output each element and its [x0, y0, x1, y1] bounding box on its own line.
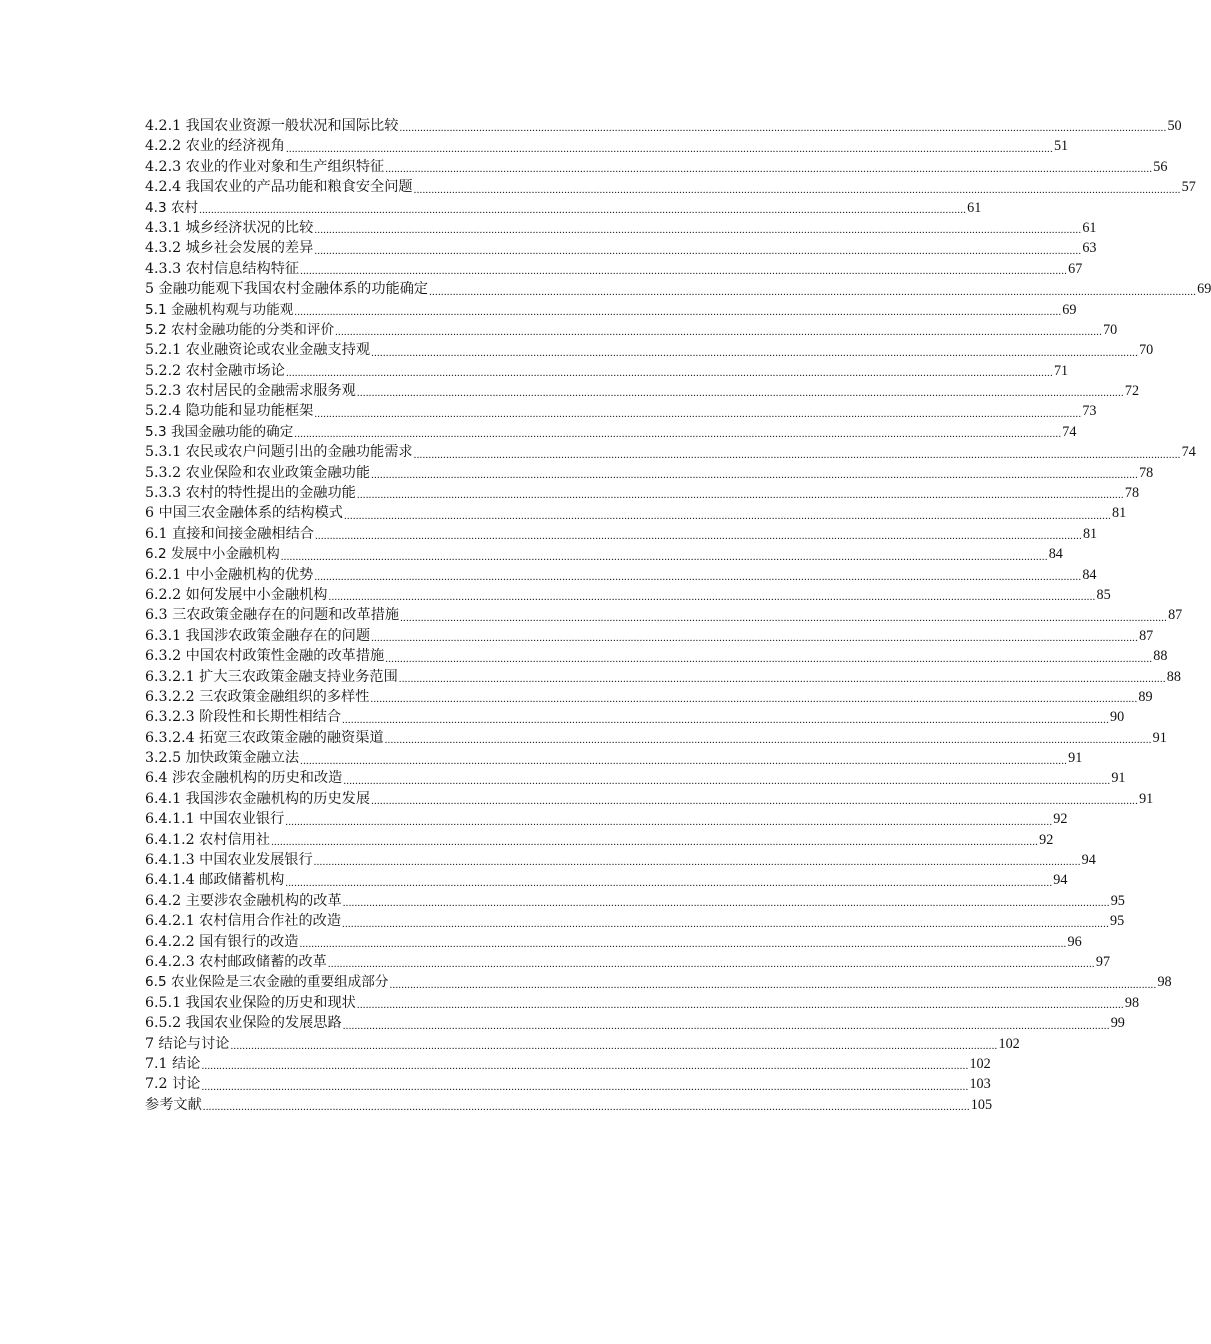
toc-entry-page-number: 70	[1139, 342, 1154, 359]
toc-entry-title: 5.2 农村金融功能的分类和评价	[145, 321, 335, 338]
toc-entry-page-number: 69	[1197, 281, 1211, 298]
toc-entry-title: 6.4.1 我国涉农金融机构的历史发展	[145, 790, 371, 807]
toc-entry[interactable]	[145, 259, 1083, 279]
toc-entry[interactable]	[145, 238, 1097, 258]
toc-entry-page-number: 73	[1082, 403, 1097, 420]
toc-entry[interactable]	[145, 1095, 993, 1115]
toc-entry-page-number: 51	[1053, 138, 1069, 155]
toc-entry-page-number: 87	[1168, 607, 1183, 624]
toc-dot-leader: ....................................................................................................................................................................................................................................................................	[398, 672, 1166, 685]
toc-entry-title: 5 金融功能观下我国农村金融体系的功能确定	[145, 281, 429, 298]
toc-dot-leader: ....................................................................................................................................................................................................................................................................	[371, 346, 1139, 359]
toc-entry[interactable]	[145, 300, 1077, 320]
toc-entry-title: 4.3.1 城乡经济状况的比较	[145, 219, 314, 236]
toc-entry-page-number: 67	[1068, 260, 1083, 277]
toc-entry-page-number: 95	[1110, 892, 1125, 909]
toc-entry-page-number: 87	[1139, 627, 1154, 644]
toc-entry[interactable]	[145, 116, 1182, 136]
table-of-contents	[145, 116, 1211, 1115]
toc-dot-leader: ....................................................................................................................................................................................................................................................................	[385, 652, 1153, 665]
toc-dot-leader: ....................................................................................................................................................................................................................................................................	[327, 958, 1095, 971]
toc-dot-leader: ....................................................................................................................................................................................................................................................................	[335, 326, 1103, 339]
toc-entry-title: 5.3.3 农村的特性提出的金融功能	[145, 485, 356, 502]
toc-entry-page-number: 103	[969, 1076, 991, 1093]
toc-entry-title: 6.3.2.4 拓宽三农政策金融的融资渠道	[145, 729, 384, 746]
toc-dot-leader: ....................................................................................................................................................................................................................................................................	[370, 693, 1138, 706]
toc-entry-title: 6.2.1 中小金融机构的优势	[145, 566, 314, 583]
toc-entry-page-number: 91	[1068, 750, 1083, 767]
toc-entry-page-number: 78	[1124, 485, 1140, 502]
toc-entry-title: 7.2 讨论	[145, 1076, 201, 1093]
toc-entry-page-number: 71	[1053, 362, 1069, 379]
toc-entry-title: 5.3.2 农业保险和农业政策金融功能	[145, 464, 371, 481]
toc-entry-title: 6.4.2 主要涉农金融机构的改革	[145, 892, 342, 909]
toc-dot-leader: ....................................................................................................................................................................................................................................................................	[356, 489, 1124, 502]
toc-dot-leader: ....................................................................................................................................................................................................................................................................	[294, 305, 1062, 318]
toc-entry-title: 6.3.2 中国农村政策性金融的改革措施	[145, 648, 385, 665]
toc-entry-page-number: 98	[1157, 974, 1172, 991]
toc-entry-page-number: 95	[1110, 913, 1125, 930]
toc-entry-title: 6.4.1.1 中国农业银行	[145, 811, 285, 828]
toc-entry-page-number: 96	[1067, 933, 1082, 950]
toc-dot-leader: ....................................................................................................................................................................................................................................................................	[230, 1039, 998, 1052]
toc-entry-page-number: 102	[998, 1035, 1020, 1052]
toc-entry-title: 6.5.1 我国农业保险的历史和现状	[145, 994, 356, 1011]
toc-entry-title: 6.4.2.3 农村邮政储蓄的改革	[145, 954, 327, 970]
toc-dot-leader: ....................................................................................................................................................................................................................................................................	[371, 469, 1139, 482]
toc-entry[interactable]	[145, 789, 1154, 809]
toc-dot-leader: ....................................................................................................................................................................................................................................................................	[201, 1060, 969, 1073]
toc-dot-leader: ....................................................................................................................................................................................................................................................................	[294, 428, 1062, 441]
toc-entry-title: 6.3 三农政策金融存在的问题和改革措施	[145, 607, 400, 624]
toc-dot-leader: ....................................................................................................................................................................................................................................................................	[356, 999, 1124, 1012]
toc-entry[interactable]	[145, 463, 1154, 483]
toc-dot-leader: ....................................................................................................................................................................................................................................................................	[371, 632, 1139, 645]
toc-entry[interactable]	[145, 218, 1097, 238]
toc-entry-page-number: 63	[1082, 240, 1097, 257]
toc-entry-title: 6.4.1.2 农村信用社	[145, 831, 271, 848]
toc-entry-page-number: 84	[1048, 546, 1063, 563]
toc-entry-page-number: 89	[1138, 688, 1153, 705]
toc-dot-leader: ....................................................................................................................................................................................................................................................................	[202, 1101, 970, 1114]
toc-entry-title: 5.3 我国金融功能的确定	[145, 423, 294, 440]
toc-entry[interactable]	[145, 850, 1096, 870]
toc-entry[interactable]	[145, 157, 1168, 177]
toc-entry[interactable]	[145, 972, 1172, 992]
toc-entry-page-number: 74	[1062, 423, 1077, 440]
toc-dot-leader: ....................................................................................................................................................................................................................................................................	[342, 917, 1110, 930]
toc-entry-title: 5.3.1 农民或农户问题引出的金融功能需求	[145, 444, 413, 461]
toc-entry-page-number: 88	[1153, 648, 1168, 665]
toc-entry[interactable]	[145, 911, 1125, 931]
toc-entry[interactable]	[145, 279, 1211, 299]
toc-entry[interactable]	[145, 524, 1098, 544]
toc-dot-leader: ....................................................................................................................................................................................................................................................................	[342, 713, 1110, 726]
toc-entry-title: 6.3.2.3 阶段性和长期性相结合	[145, 709, 342, 726]
toc-entry-page-number: 61	[1082, 219, 1097, 236]
toc-entry[interactable]	[145, 544, 1063, 564]
toc-entry-title: 7.1 结论	[145, 1055, 201, 1072]
toc-entry-title: 6.3.1 我国涉农政策金融存在的问题	[145, 627, 371, 644]
toc-entry[interactable]	[145, 177, 1196, 197]
toc-entry[interactable]	[145, 320, 1118, 340]
toc-entry-title: 5.1 金融机构观与功能观	[145, 301, 294, 318]
toc-entry-page-number: 70	[1103, 321, 1118, 338]
toc-entry-page-number: 85	[1096, 586, 1111, 603]
toc-dot-leader: ....................................................................................................................................................................................................................................................................	[271, 836, 1039, 849]
toc-entry[interactable]	[145, 707, 1125, 727]
toc-entry[interactable]	[145, 401, 1097, 421]
toc-entry-page-number: 94	[1053, 872, 1068, 889]
toc-entry[interactable]	[145, 830, 1054, 850]
toc-entry-page-number: 91	[1152, 729, 1167, 746]
toc-entry[interactable]	[145, 565, 1097, 585]
toc-entry[interactable]	[145, 442, 1196, 462]
toc-dot-leader: ....................................................................................................................................................................................................................................................................	[314, 407, 1082, 420]
toc-entry-page-number: 74	[1181, 444, 1196, 461]
toc-entry-page-number: 90	[1110, 709, 1125, 726]
toc-entry[interactable]	[145, 381, 1140, 401]
toc-entry-title: 4.3 农村	[145, 199, 199, 216]
toc-entry[interactable]	[145, 1034, 1020, 1054]
toc-entry-page-number: 99	[1110, 1015, 1125, 1032]
toc-entry-title: 4.3.2 城乡社会发展的差异	[145, 240, 314, 257]
toc-entry[interactable]	[145, 340, 1154, 360]
toc-dot-leader: ....................................................................................................................................................................................................................................................................	[285, 367, 1053, 380]
toc-entry[interactable]	[145, 667, 1181, 687]
toc-entry[interactable]	[145, 198, 982, 218]
toc-dot-leader: ....................................................................................................................................................................................................................................................................	[314, 244, 1082, 257]
toc-entry-page-number: 56	[1153, 158, 1168, 175]
toc-dot-leader: ....................................................................................................................................................................................................................................................................	[342, 1019, 1110, 1032]
toc-entry-title: 6.4.2.2 国有银行的改造	[145, 933, 299, 950]
toc-dot-leader: ....................................................................................................................................................................................................................................................................	[371, 795, 1139, 808]
toc-dot-leader: ....................................................................................................................................................................................................................................................................	[199, 203, 967, 216]
toc-dot-leader: ....................................................................................................................................................................................................................................................................	[285, 142, 1053, 155]
toc-dot-leader: ....................................................................................................................................................................................................................................................................	[356, 387, 1124, 400]
toc-entry-title: 6.3.2.1 扩大三农政策金融支持业务范围	[145, 668, 398, 685]
toc-entry[interactable]	[145, 605, 1183, 625]
toc-dot-leader: ....................................................................................................................................................................................................................................................................	[389, 978, 1157, 991]
toc-dot-leader: ....................................................................................................................................................................................................................................................................	[314, 570, 1082, 583]
toc-entry-title: 6.2 发展中小金融机构	[145, 546, 280, 563]
toc-dot-leader: ....................................................................................................................................................................................................................................................................	[413, 448, 1181, 461]
toc-entry[interactable]	[145, 728, 1167, 748]
toc-entry-title: 6.4.2.1 农村信用合作社的改造	[145, 913, 342, 930]
toc-entry[interactable]	[145, 870, 1068, 890]
toc-dot-leader: ....................................................................................................................................................................................................................................................................	[399, 122, 1167, 135]
toc-entry[interactable]	[145, 503, 1127, 523]
toc-entry[interactable]	[145, 809, 1068, 829]
toc-entry-title: 6.4.1.3 中国农业发展银行	[145, 852, 313, 869]
toc-dot-leader: ....................................................................................................................................................................................................................................................................	[280, 550, 1048, 563]
toc-entry-title: 3.2.5 加快政策金融立法	[145, 750, 300, 767]
toc-dot-leader: ....................................................................................................................................................................................................................................................................	[313, 856, 1081, 869]
toc-entry-title: 7 结论与讨论	[145, 1035, 230, 1052]
toc-entry-title: 6.5 农业保险是三农金融的重要组成部分	[145, 974, 389, 991]
toc-entry-page-number: 91	[1139, 790, 1154, 807]
toc-dot-leader: ....................................................................................................................................................................................................................................................................	[285, 815, 1053, 828]
toc-dot-leader: ....................................................................................................................................................................................................................................................................	[328, 591, 1096, 604]
toc-dot-leader: ....................................................................................................................................................................................................................................................................	[314, 224, 1082, 237]
toc-entry-page-number: 81	[1111, 505, 1127, 522]
toc-entry-title: 6.4.1.4 邮政储蓄机构	[145, 872, 285, 889]
toc-entry[interactable]	[145, 952, 1111, 972]
toc-entry-title: 参考文献	[145, 1096, 202, 1113]
toc-entry[interactable]	[145, 932, 1082, 952]
toc-entry-title: 5.2.3 农村居民的金融需求服务观	[145, 383, 356, 400]
toc-entry-page-number: 91	[1111, 770, 1126, 787]
toc-entry-page-number: 61	[967, 199, 982, 216]
toc-dot-leader: ....................................................................................................................................................................................................................................................................	[413, 183, 1181, 196]
toc-entry-title: 4.3.3 农村信息结构特征	[145, 260, 300, 277]
toc-dot-leader: ....................................................................................................................................................................................................................................................................	[314, 530, 1082, 543]
toc-entry[interactable]	[145, 422, 1077, 442]
toc-entry[interactable]	[145, 1054, 991, 1074]
toc-entry-page-number: 78	[1139, 464, 1154, 481]
toc-entry-page-number: 97	[1095, 954, 1111, 970]
toc-entry-page-number: 72	[1124, 383, 1140, 400]
toc-entry[interactable]	[145, 1074, 991, 1094]
toc-entry-title: 4.2.1 我国农业资源一般状况和国际比较	[145, 117, 399, 134]
toc-entry[interactable]	[145, 1013, 1125, 1033]
toc-entry-page-number: 92	[1053, 811, 1068, 828]
toc-entry-title: 6.5.2 我国农业保险的发展思路	[145, 1015, 342, 1032]
toc-entry-page-number: 102	[969, 1055, 991, 1072]
toc-entry-page-number: 57	[1181, 179, 1196, 196]
toc-entry[interactable]	[145, 687, 1153, 707]
toc-dot-leader: ....................................................................................................................................................................................................................................................................	[342, 897, 1110, 910]
toc-entry-page-number: 69	[1062, 301, 1077, 318]
toc-entry[interactable]	[145, 769, 1126, 789]
toc-dot-leader: ....................................................................................................................................................................................................................................................................	[201, 1080, 969, 1093]
toc-entry-page-number: 105	[970, 1096, 993, 1113]
toc-entry-title: 6.1 直接和间接金融相结合	[145, 525, 314, 542]
toc-entry-title: 5.2.1 农业融资论或农业金融支持观	[145, 342, 371, 359]
toc-dot-leader: ....................................................................................................................................................................................................................................................................	[343, 774, 1111, 787]
toc-dot-leader: ....................................................................................................................................................................................................................................................................	[429, 285, 1197, 298]
toc-dot-leader: ....................................................................................................................................................................................................................................................................	[285, 876, 1053, 889]
toc-entry-title: 6.4 涉农金融机构的历史和改造	[145, 770, 343, 787]
toc-dot-leader: ....................................................................................................................................................................................................................................................................	[300, 265, 1068, 278]
toc-entry[interactable]	[145, 626, 1154, 646]
toc-dot-leader: ....................................................................................................................................................................................................................................................................	[400, 611, 1168, 624]
toc-entry-title: 4.2.3 农业的作业对象和生产组织特征	[145, 158, 385, 175]
toc-entry-title: 6.2.2 如何发展中小金融机构	[145, 586, 328, 603]
toc-entry-title: 4.2.2 农业的经济视角	[145, 138, 285, 155]
toc-entry-page-number: 92	[1039, 831, 1054, 848]
toc-entry[interactable]	[145, 748, 1083, 768]
toc-dot-leader: ....................................................................................................................................................................................................................................................................	[299, 938, 1067, 951]
toc-entry[interactable]	[145, 993, 1140, 1013]
toc-entry-title: 5.2.4 隐功能和显功能框架	[145, 403, 314, 420]
toc-dot-leader: ....................................................................................................................................................................................................................................................................	[385, 163, 1153, 176]
toc-entry[interactable]	[145, 646, 1168, 666]
toc-entry-title: 5.2.2 农村金融市场论	[145, 362, 285, 379]
toc-entry-page-number: 81	[1082, 525, 1098, 542]
toc-dot-leader: ....................................................................................................................................................................................................................................................................	[300, 754, 1068, 767]
toc-entry-page-number: 98	[1124, 994, 1140, 1011]
toc-entry-page-number: 50	[1167, 117, 1182, 134]
toc-entry-title: 4.2.4 我国农业的产品功能和粮食安全问题	[145, 179, 413, 196]
toc-dot-leader: ....................................................................................................................................................................................................................................................................	[343, 509, 1111, 522]
toc-entry-page-number: 94	[1081, 852, 1096, 869]
toc-entry[interactable]	[145, 483, 1140, 503]
toc-entry-title: 6 中国三农金融体系的结构模式	[145, 505, 343, 522]
toc-dot-leader: ....................................................................................................................................................................................................................................................................	[384, 734, 1152, 747]
toc-entry-page-number: 88	[1166, 668, 1181, 685]
toc-entry[interactable]	[145, 891, 1125, 911]
toc-entry[interactable]	[145, 361, 1069, 381]
toc-entry-title: 6.3.2.2 三农政策金融组织的多样性	[145, 688, 370, 705]
toc-entry-page-number: 84	[1082, 566, 1097, 583]
toc-entry[interactable]	[145, 585, 1111, 605]
toc-entry[interactable]	[145, 136, 1069, 156]
